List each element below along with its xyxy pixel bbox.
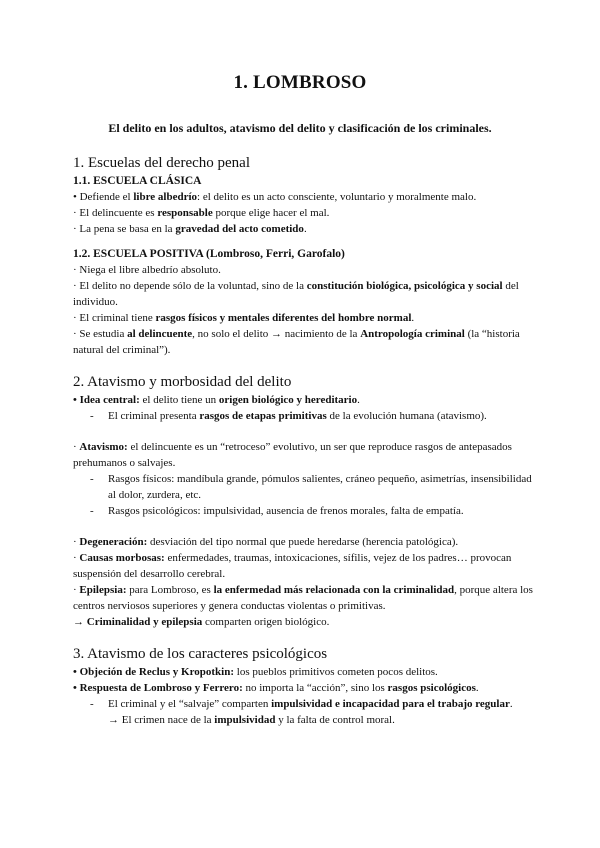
section-heading: 2. Atavismo y morbosidad del delito <box>73 374 292 390</box>
page-title: 1. LOMBROSO <box>233 72 367 93</box>
paragraph: • Idea central: el delito tiene un origen biológico y hereditario. <box>73 394 360 406</box>
paragraph: · Niega el libre albedrío absoluto. <box>73 264 221 276</box>
subsection-heading: 1.2. ESCUELA POSITIVA (Lombroso, Ferri, Garofalo) <box>73 248 345 260</box>
section-heading: 1. Escuelas del derecho penal <box>73 155 251 171</box>
paragraph: · Se estudia al delincuente, no solo el delito → nacimiento de la Antropología criminal (la “historia natural del criminal”). <box>73 328 520 356</box>
paragraph: · Degeneración: desviación del tipo normal que puede heredarse (herencia patológica). <box>73 536 459 548</box>
dash-list-item: - El criminal y el “salvaje” comparten impulsividad e incapacidad para el trabajo regular. <box>73 696 533 712</box>
paragraph: · Causas morbosas: enfermedades, traumas, intoxicaciones, sífilis, vejez de los padres… provocan suspensión del desarrollo cerebral. <box>73 552 512 580</box>
dash-list-item: - Rasgos físicos: mandíbula grande, pómulos salientes, cráneo pequeño, asimetrías, insensibilidad al dolor, zurdera, etc. <box>73 471 533 503</box>
paragraph: • Objeción de Reclus y Kropotkin: los pueblos primitivos cometen pocos delitos. <box>73 666 438 678</box>
paragraph: → Criminalidad y epilepsia comparten origen biológico. <box>73 616 330 628</box>
paragraph: • Defiende el libre albedrío: el delito es un acto consciente, voluntario y moralmente malo. <box>73 191 477 203</box>
dash-list-item: - Rasgos psicológicos: impulsividad, ausencia de frenos morales, falta de empatía. <box>73 503 533 519</box>
paragraph: · El delincuente es responsable porque elige hacer el mal. <box>73 207 330 219</box>
page-subtitle: El delito en los adultos, atavismo del delito y clasificación de los criminales. <box>108 121 492 135</box>
paragraph: · El delito no depende sólo de la voluntad, sino de la constitución biológica, psicológica y social del individuo. <box>73 280 519 308</box>
section-heading: 3. Atavismo de los caracteres psicológicos <box>73 646 328 662</box>
document-body <box>73 154 533 728</box>
paragraph: • Respuesta de Lombroso y Ferrero: no importa la “acción”, sino los rasgos psicológicos. <box>73 682 479 694</box>
dash-list-item: - El criminal presenta rasgos de etapas primitivas de la evolución humana (atavismo). <box>73 408 533 424</box>
paragraph: · Epilepsia: para Lombroso, es la enfermedad más relacionada con la criminalidad, porque altera los centros nerviosos superiores y genera conductas violentas o primitivas. <box>73 584 533 612</box>
subsection-heading: 1.1. ESCUELA CLÁSICA <box>73 175 202 187</box>
paragraph: · La pena se basa en la gravedad del acto cometido. <box>73 223 307 235</box>
paragraph: · El criminal tiene rasgos físicos y mentales diferentes del hombre normal. <box>73 312 415 324</box>
arrow-note: → El crimen nace de la impulsividad y la falta de control moral. <box>108 714 395 726</box>
paragraph: · Atavismo: el delincuente es un “retroceso” evolutivo, un ser que reproduce rasgos de antepasados prehumanos o salvajes. <box>73 441 512 469</box>
